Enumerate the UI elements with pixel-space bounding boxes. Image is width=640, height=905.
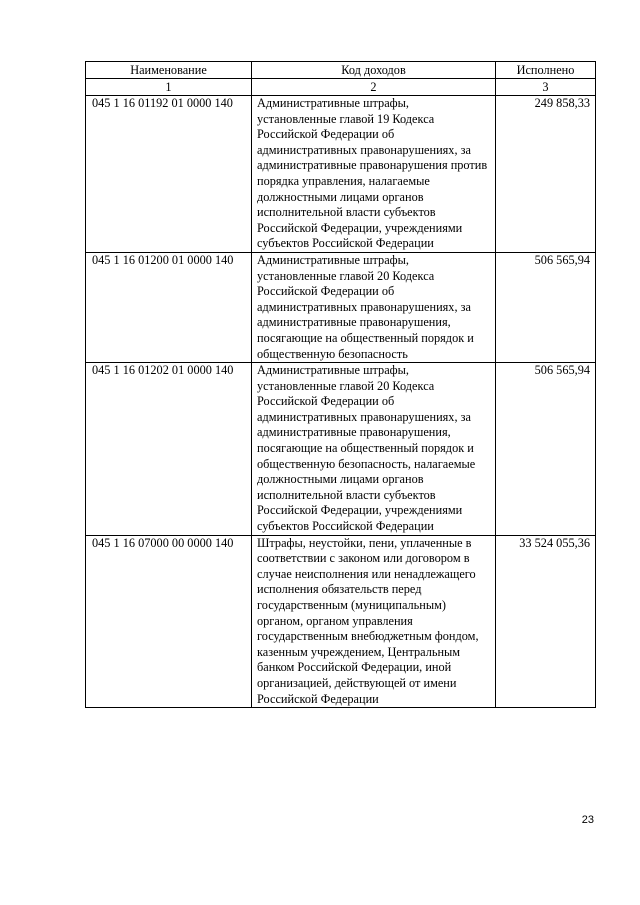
row-amount: 506 565,94	[496, 252, 596, 362]
column-number-2: 2	[252, 79, 496, 96]
row-code: 045 1 16 07000 00 0000 140	[86, 535, 252, 708]
header-name: Наименование	[86, 62, 252, 79]
page-number: 23	[581, 814, 594, 826]
table-header-row	[86, 62, 596, 79]
column-number-row	[86, 79, 596, 96]
table-row	[86, 252, 596, 362]
column-number-1: 1	[86, 79, 252, 96]
row-code: 045 1 16 01202 01 0000 140	[86, 363, 252, 536]
column-number-3: 3	[496, 79, 596, 96]
row-amount: 249 858,33	[496, 96, 596, 253]
row-description: Административные штрафы, установленные главой 20 Кодекса Российской Федерации об административных правонарушениях, за административные правонарушения, посягающие на общественный порядок и общественную безопасность	[252, 252, 496, 362]
header-revenue-code: Код доходов	[252, 62, 496, 79]
table-row	[86, 363, 596, 536]
row-amount: 506 565,94	[496, 363, 596, 536]
table-row	[86, 96, 596, 253]
revenue-table	[85, 61, 596, 708]
row-code: 045 1 16 01200 01 0000 140	[86, 252, 252, 362]
header-executed: Исполнено	[496, 62, 596, 79]
row-code: 045 1 16 01192 01 0000 140	[86, 96, 252, 253]
row-description: Штрафы, неустойки, пени, уплаченные в соответствии с законом или договором в случае неисполнения или ненадлежащего исполнения обязательств перед государственным (муниципальным) органом, органом управления государственным внебюджетным фондом, казенным учреждением, Центральным банком Российской Федерации, иной организацией, действующей от имени Российской Федерации	[252, 535, 496, 708]
row-amount: 33 524 055,36	[496, 535, 596, 708]
table-row	[86, 535, 596, 708]
row-description: Административные штрафы, установленные главой 19 Кодекса Российской Федерации об административных правонарушениях, за административные правонарушения против порядка управления, налагаемые должностными лицами органов исполнительной власти субъектов Российской Федерации, учреждениями субъектов Российской Федерации	[252, 96, 496, 253]
row-description: Административные штрафы, установленные главой 20 Кодекса Российской Федерации об административных правонарушениях, за административные правонарушения, посягающие на общественный порядок и общественную безопасность, налагаемые должностными лицами органов исполнительной власти субъектов Российской Федерации, учреждениями субъектов Российской Федерации	[252, 363, 496, 536]
